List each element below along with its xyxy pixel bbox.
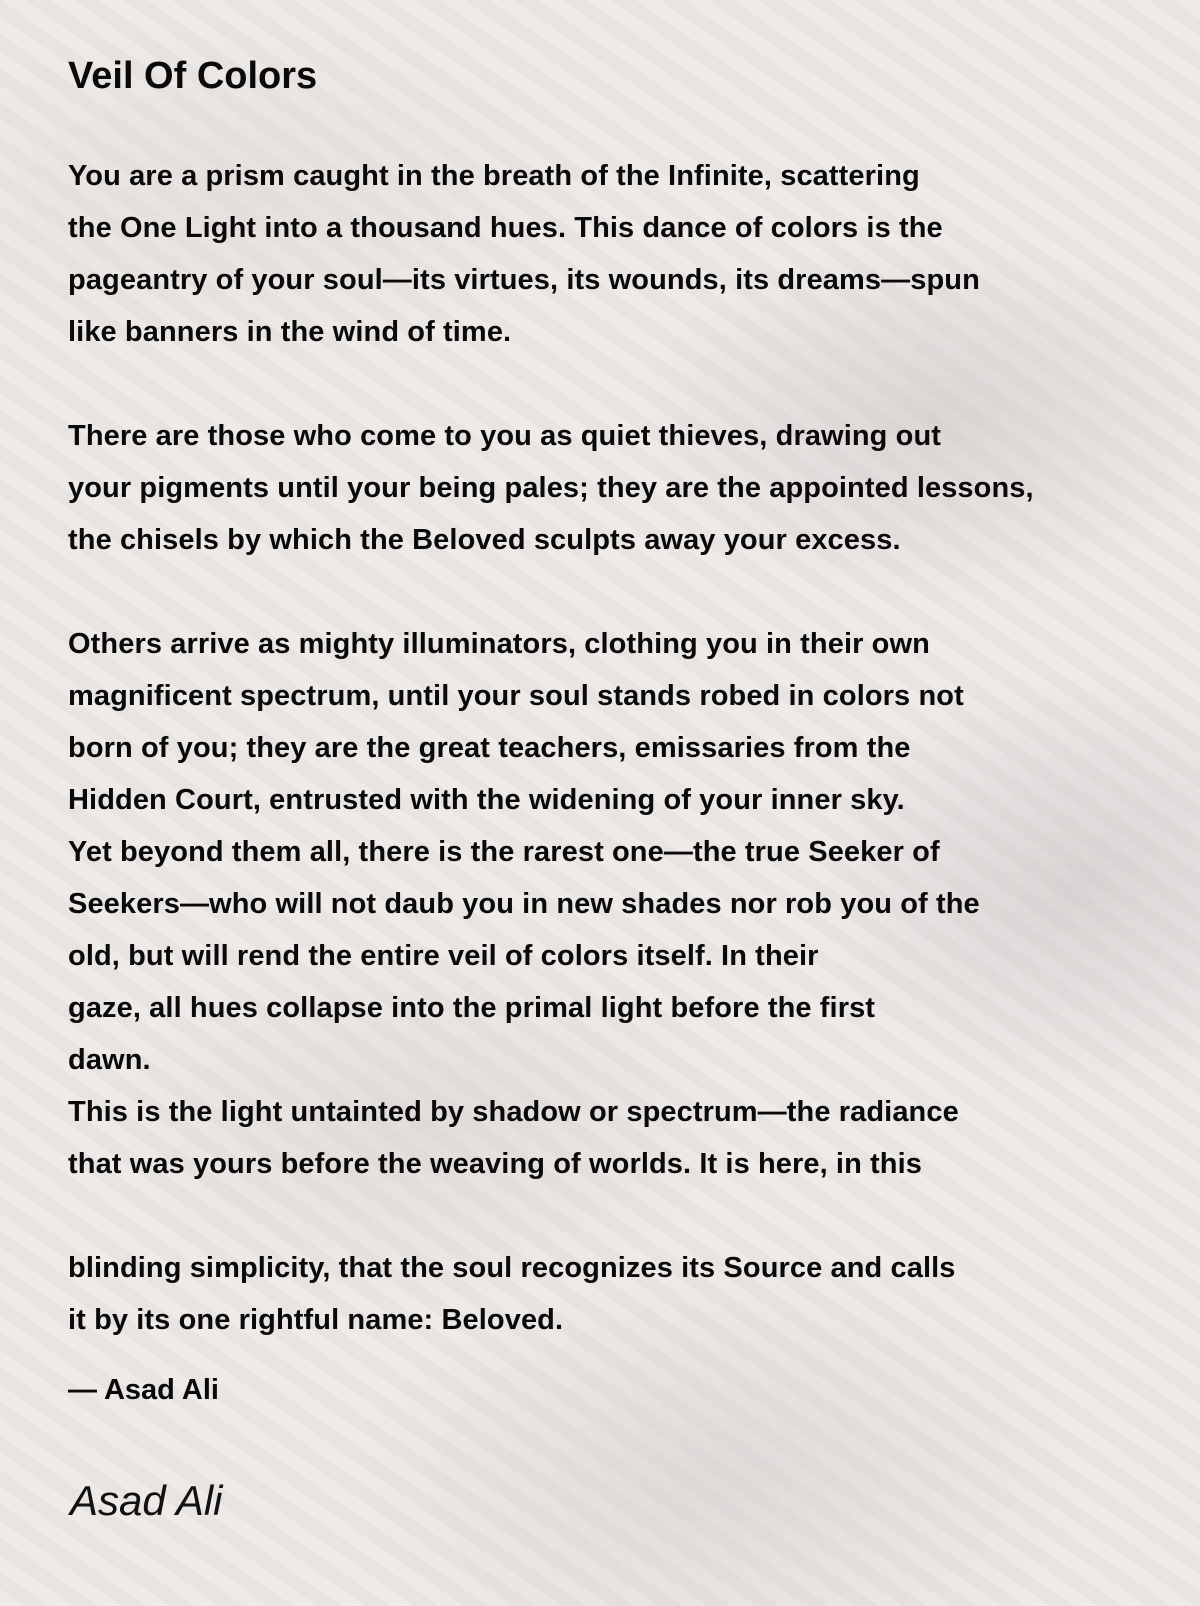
poem-line: Yet beyond them all, there is the rarest one—the true Seeker of (68, 836, 940, 868)
poem-line: This is the light untainted by shadow or spectrum—the radiance (68, 1096, 959, 1128)
poem-line: your pigments until your being pales; they are the appointed lessons, (68, 472, 1034, 504)
poem-line: like banners in the wind of time. (68, 316, 512, 348)
poem-line: There are those who come to you as quiet thieves, drawing out (68, 420, 942, 452)
poem-line: the chisels by which the Beloved sculpts away your excess. (68, 524, 901, 556)
poem-line: Others arrive as mighty illuminators, clothing you in their own (68, 628, 930, 660)
poem-line: that was yours before the weaving of worlds. It is here, in this (68, 1148, 923, 1180)
poem-line: magnificent spectrum, until your soul stands robed in colors not (68, 680, 964, 712)
poem-line: born of you; they are the great teachers, emissaries from the (68, 732, 911, 764)
poem-attribution: — Asad Ali (68, 1374, 219, 1406)
poem-line: old, but will rend the entire veil of colors itself. In their (68, 940, 819, 972)
poem-line: the One Light into a thousand hues. This dance of colors is the (68, 212, 943, 244)
poem-line: Seekers—who will not daub you in new shades nor rob you of the (68, 888, 980, 920)
poem-line: Hidden Court, entrusted with the widening of your inner sky. (68, 784, 905, 816)
poem-line: pageantry of your soul—its virtues, its wounds, its dreams—spun (68, 264, 980, 296)
poem-page (68, 52, 1168, 1524)
stanza-break (68, 566, 1178, 618)
poem-line: You are a prism caught in the breath of the Infinite, scattering (68, 160, 920, 192)
author-signature: Asad Ali (70, 1477, 223, 1524)
stanza-break (68, 1190, 1178, 1242)
poem-line: gaze, all hues collapse into the primal light before the first (68, 992, 876, 1024)
poem-line: dawn. (68, 1044, 151, 1076)
poem-title: Veil Of Colors (68, 55, 318, 97)
poem-line: blinding simplicity, that the soul recognizes its Source and calls (68, 1252, 956, 1284)
stanza-break (68, 358, 1178, 410)
poem-body (68, 150, 1178, 1346)
poem-line: it by its one rightful name: Beloved. (68, 1304, 564, 1336)
